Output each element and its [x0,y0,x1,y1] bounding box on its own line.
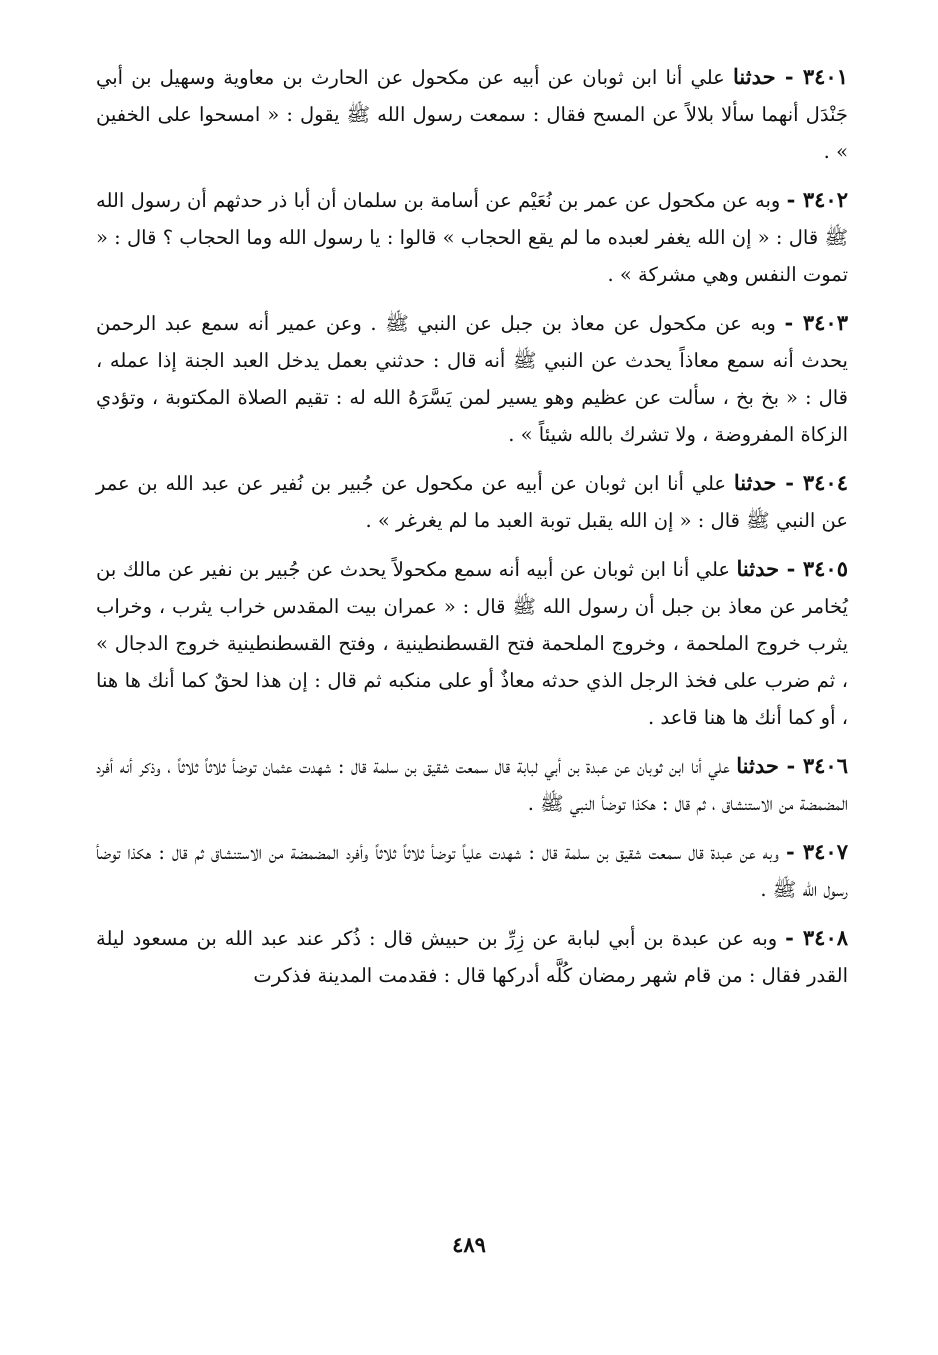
hadith-entry-3407 [96,833,848,908]
entry-number: ٣٤٠٦ - حدثنا [736,753,848,778]
entry-text: وبه عن مكحول عن عمر بن نُعَيْم عن أسامة بن سلمان أن أبا ذر حدثهم أن رسول الله ﷺ قال : « إن الله يغفر لعبده ما لم يقع الحجاب » قالوا : يا رسول الله وما الحجاب ؟ قال : « تموت النفس وهي مشركة » . [96,189,848,286]
entry-number: ٣٤٠٤ - حدثنا [733,470,848,495]
page-body [96,58,848,1005]
entry-number: ٣٤٠٢ - [786,187,848,212]
hadith-entry-3405 [96,550,848,736]
entry-text: علي أنا ابن ثوبان عن أبيه أنه سمع مكحولاً يحدث عن جُبير بن نفير عن مالك بن يُخامر عن معاذ بن جبل أن رسول الله ﷺ قال : « عمران بيت المقدس خراب يثرب ، وخراب يثرب خروج الملحمة ، وخروج الملحمة فتح القسطنطينية ، وفتح القسطنطينية خروج الدجال » ، ثم ضرب على فخذ الرجل الذي حدثه معاذٌ أو على منكبه ثم قال : إن هذا لحقٌ كما أنك ها هنا ، أو كما أنك ها هنا قاعد . [96,558,848,729]
hadith-entry-3406 [96,747,848,822]
entry-text: علي أنا ابن ثوبان عن أبيه عن مكحول عن جُبير بن نُفير عن عبد الله بن عمر عن النبي ﷺ قال : « إن الله يقبل توبة العبد ما لم يغرغر » . [96,472,848,532]
hadith-entry-3404 [96,464,848,539]
entry-number: ٣٤٠٨ - [785,925,849,950]
hadith-entry-3408 [96,919,848,994]
entry-text: علي أنا ابن ثوبان عن أبيه عن مكحول عن الحارث بن معاوية وسهيل بن أبي جَنْدَل أنهما سألا بلالاً عن المسح فقال : سمعت رسول الله ﷺ يقول : « امسحوا على الخفين » . [96,66,848,163]
entry-number: ٣٤٠٥ - حدثنا [736,556,848,581]
hadith-entry-3403 [96,304,848,453]
entry-text: وبه عن مكحول عن معاذ بن جبل عن النبي ﷺ . وعن عمير أنه سمع عبد الرحمن يحدث أنه سمع معاذاً يحدث عن النبي ﷺ أنه قال : حدثني بعمل يدخل العبد الجنة إذا عمله ، قال : « بخ بخ ، سألت عن عظيم وهو يسير لمن يَسَّرَهُ الله له : تقيم الصلاة المكتوبة ، وتؤدي الزكاة المفروضة ، ولا تشرك بالله شيئاً » . [96,312,848,446]
hadith-entry-3402 [96,181,848,293]
entry-number: ٣٤٠٣ - [784,310,848,335]
entry-text: علي أنا ابن ثوبان عن عبدة بن أبي لبابة قال سمعت شقيق بن سلمة قال : شهدت عثمان توضأ ثلاثاً ثلاثاً ، وذكر أنه أفرد المضمضة من الاستنشاق ، ثم قال : هكذا توضأ النبي ﷺ . [96,755,848,815]
page-number: ٤٨٩ [452,1232,486,1257]
entry-text: وبه عن عبدة قال سمعت شقيق بن سلمة قال : شهدت علياً توضأ ثلاثاً ثلاثاً وأفرد المضمضة من الاستنشاق ثم قال : هكذا توضأ رسول الله ﷺ . [96,841,848,901]
entry-number: ٣٤٠٧ - [785,839,848,864]
entry-text: وبه عن عبدة بن أبي لبابة عن زِرِّ بن حبيش قال : ذُكر عند عبد الله بن مسعود ليلة القدر فقال : من قام شهر رمضان كُلَّه أدركها قال : فقدمت المدينة فذكرت [96,927,848,987]
entry-number: ٣٤٠١ - حدثنا [733,64,848,89]
hadith-entry-3401 [96,58,848,170]
